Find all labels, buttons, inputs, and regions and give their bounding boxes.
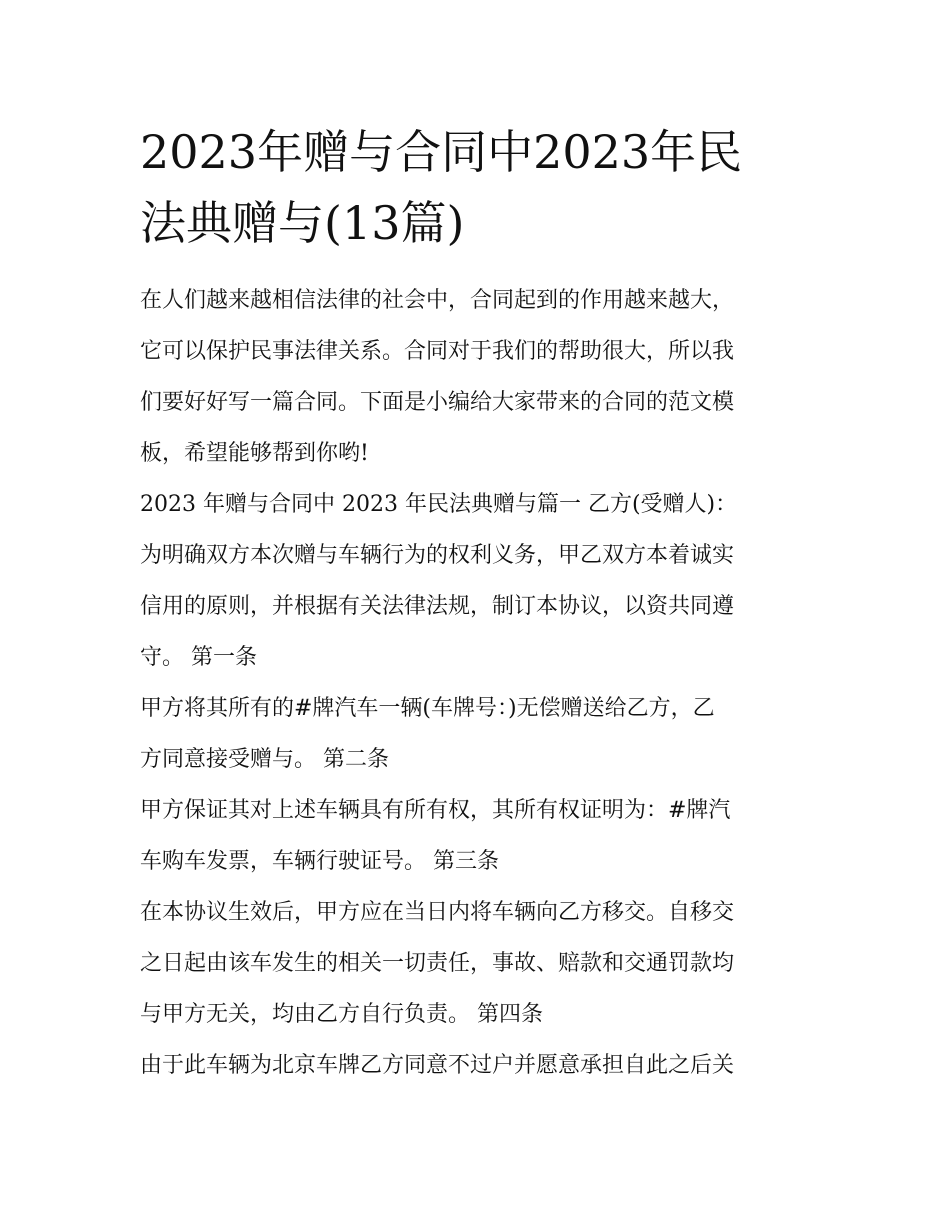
body-line-4: 板，希望能够帮到你哟! [140, 441, 369, 466]
body-line-2: 它可以保护民事法律关系。合同对于我们的帮助很大，所以我 [140, 339, 735, 364]
title-line-1: 2023年赠与合同中2023年民 [140, 125, 743, 179]
title-line-2: 法典赠与(13篇) [140, 196, 465, 250]
document-body [140, 275, 820, 1091]
body-line-12: 车购车发票，车辆行驶证号。 第三条 [140, 849, 499, 874]
body-line-11: 甲方保证其对上述车辆具有所有权，其所有权证明为：#牌汽 [140, 798, 731, 823]
body-line-6: 为明确双方本次赠与车辆行为的权利义务，甲乙双方本着诚实 [140, 543, 735, 568]
body-line-8: 守。 第一条 [140, 645, 257, 670]
body-line-1: 在人们越来越相信法律的社会中，合同起到的作用越来越大， [140, 288, 735, 313]
document-title [140, 117, 820, 259]
body-line-9: 甲方将其所有的#牌汽车一辆(车牌号：)无偿赠送给乙方，乙 [140, 696, 715, 721]
body-line-5: 2023 年赠与合同中 2023 年民法典赠与篇一 乙方(受赠人)： [140, 492, 738, 517]
body-line-13: 在本协议生效后，甲方应在当日内将车辆向乙方移交。自移交 [140, 900, 735, 925]
body-line-14: 之日起由该车发生的相关一切责任，事故、赔款和交通罚款均 [140, 951, 735, 976]
body-line-3: 们要好好写一篇合同。下面是小编给大家带来的合同的范文模 [140, 390, 735, 415]
body-line-15: 与甲方无关，均由乙方自行负责。 第四条 [140, 1002, 543, 1027]
body-line-10: 方同意接受赠与。 第二条 [140, 747, 389, 772]
body-line-7: 信用的原则，并根据有关法律法规，制订本协议，以资共同遵 [140, 594, 735, 619]
body-line-16: 由于此车辆为北京车牌乙方同意不过户并愿意承担自此之后关 [140, 1053, 735, 1078]
